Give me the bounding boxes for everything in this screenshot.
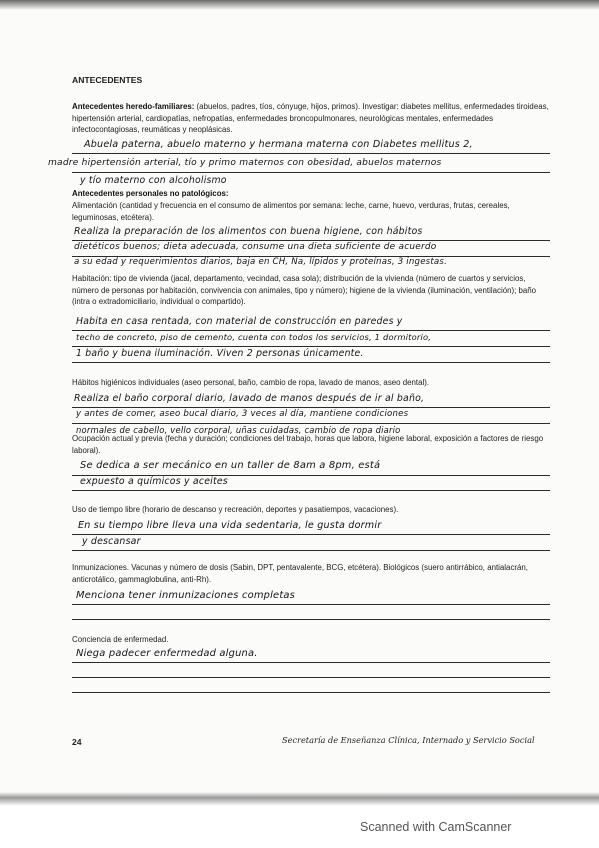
answer-line xyxy=(72,407,550,408)
conciencia-answer-1: Niega padecer enfermedad alguna. xyxy=(76,648,258,659)
section-heading: ANTECEDENTES xyxy=(72,75,143,85)
ocupacion-answer-1: Se dedica a ser mecánico en un taller de 8am a 8pm, está xyxy=(80,460,381,471)
conciencia-label: Conciencia de enfermedad. xyxy=(72,635,169,644)
alimentacion-answer-2: dietéticos buenos; dieta adecuada, consume una dieta suficiente de acuerdo xyxy=(74,242,437,252)
scanner-watermark: Scanned with CamScanner xyxy=(360,820,512,834)
tiempo-libre-label: Uso de tiempo libre (horario de descanso y recreación, deportes y pasatiempos, vacaciones). xyxy=(72,505,399,514)
inmunizaciones-answer-1: Menciona tener inmunizaciones completas xyxy=(76,590,295,601)
footer-secretaria: Secretaría de Enseñanza Clínica, Internado y Servicio Social xyxy=(282,735,535,745)
scan-bottom-shadow xyxy=(0,792,599,806)
heredo-answer-3: y tío materno con alcoholismo xyxy=(80,175,227,186)
page-number: 24 xyxy=(72,737,82,747)
heredo-answer-1: Abuela paterna, abuelo materno y hermana materna con Diabetes mellitus 2, xyxy=(84,139,473,150)
habitacion-answer-1: Habita en casa rentada, con material de construcción en paredes y xyxy=(76,316,403,327)
answer-line xyxy=(72,692,550,693)
tiempo-libre-answer-1: En su tiempo libre lleva una vida sedentaria, le gusta dormir xyxy=(78,520,382,531)
heredo-label xyxy=(72,101,550,136)
heredo-text: (abuelos, padres, tíos, cónyuge, hijos, primos). Investigar: diabetes mellitus, enfermedades tiroideas, hipertensión arterial, cardiopatías, nefropatías, enfermedades broncopulmonares, neurológicas mentales, enfermedades infectocontagiosas, reumáticas y neoplásicas. xyxy=(72,102,549,134)
answer-line xyxy=(72,362,550,363)
heredo-title: Antecedentes heredo-familiares: xyxy=(72,102,195,111)
scan-top-shadow xyxy=(0,0,599,10)
higiene-answer-3: normales de cabello, vello corporal, uñas cuidadas, cambio de ropa diario xyxy=(76,425,401,435)
answer-line xyxy=(72,534,550,535)
answer-line xyxy=(72,346,550,347)
alimentacion-answer-3: a su edad y requerimientos diarios, baja en CH, Na, lípidos y proteínas, 3 ingestas. xyxy=(74,257,448,267)
answer-line xyxy=(72,677,550,678)
answer-line xyxy=(72,153,550,154)
inmunizaciones-label: Inmunizaciones. Vacunas y número de dosis (Sabin, DPT, pentavalente, BCG, etcétera). Biológicos (suero antirrábico, antialacrán, anticrotálico, gammaglobulina, anti-Rh). xyxy=(72,563,528,584)
answer-line xyxy=(72,662,550,663)
higiene-label: Hábitos higiénicos individuales (aseo personal, baño, cambio de ropa, lavado de manos, aseo dental). xyxy=(72,378,430,387)
higiene-answer-2: y antes de comer, aseo bucal diario, 3 veces al día, mantiene condiciones xyxy=(76,409,409,419)
alimentacion-label: Alimentación (cantidad y frecuencia en el consumo de alimentos por semana: leche, carne, huevo, verduras, frutas, cereales, leguminosas, etcétera). xyxy=(72,201,510,222)
answer-line xyxy=(72,423,550,424)
habitacion-label: Habitación: tipo de vivienda (jacal, departamento, vecindad, casa sola); distribución de la vivienda (número de cuartos y servicios, número de personas por habitación, convivencia con animales, tipo y número); higiene de la vivienda (iluminación, ventilación); baño (intra o extradomiciliario, individual o compartido). xyxy=(72,274,537,306)
answer-line xyxy=(72,550,550,551)
higiene-answer-1: Realiza el baño corporal diario, lavado de manos después de ir al baño, xyxy=(74,393,425,404)
habitacion-answer-3: 1 baño y buena iluminación. Viven 2 personas únicamente. xyxy=(76,348,364,359)
alimentacion-answer-1: Realiza la preparación de los alimentos con buena higiene, con hábitos xyxy=(74,226,423,237)
habitacion-answer-2: techo de concreto, piso de cemento, cuenta con todos los servicios, 1 dormitorio, xyxy=(76,332,432,342)
answer-line xyxy=(72,240,550,241)
answer-line xyxy=(72,619,550,620)
no-pato-title: Antecedentes personales no patológicos: xyxy=(72,189,229,198)
answer-line xyxy=(72,490,550,491)
tiempo-libre-answer-2: y descansar xyxy=(82,536,141,547)
answer-line xyxy=(72,330,550,331)
answer-line xyxy=(72,604,550,605)
ocupacion-answer-2: expuesto a químicos y aceites xyxy=(80,476,228,487)
ocupacion-label: Ocupación actual y previa (fecha y duración; condiciones del trabajo, horas que labora, higiene laboral, exposición a factores de riesgo laboral). xyxy=(72,434,544,455)
answer-line xyxy=(72,172,550,173)
no-pato-title-row xyxy=(72,188,550,200)
heredo-answer-2: madre hipertensión arterial, tío y primo maternos con obesidad, abuelos maternos xyxy=(48,158,442,168)
